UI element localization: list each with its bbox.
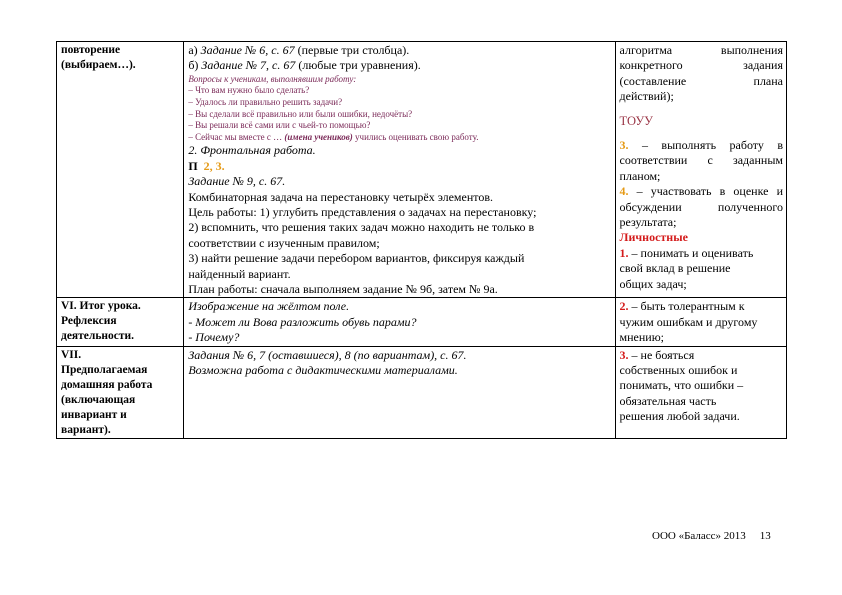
uud-line: (составление плана xyxy=(619,73,783,88)
table-row xyxy=(57,346,787,438)
uud-cell xyxy=(615,42,786,298)
personal-heading: Личностные xyxy=(619,230,688,245)
uud-line: планом; xyxy=(619,168,661,183)
page-footer xyxy=(652,530,771,542)
uud-line: чужим ошибкам и другому xyxy=(619,314,758,329)
uud-line: обсуждении полученного xyxy=(619,199,783,214)
stage-cell xyxy=(57,42,184,298)
table-row xyxy=(57,298,787,346)
uud-line: алгоритма выполнения xyxy=(619,43,783,57)
goal-line: 2) вспомнить, что решения таких задач можно находить не только в xyxy=(188,220,535,235)
table-row xyxy=(57,42,787,298)
stage-line: VII. xyxy=(61,348,82,361)
stage-cell xyxy=(57,346,184,438)
question-item: – Удалось ли правильно решить задачи? xyxy=(188,97,343,107)
stage-line: VI. Итог урока. xyxy=(61,300,141,313)
content-line: Изображение на жёлтом поле. xyxy=(188,299,350,314)
page-number: 13 xyxy=(759,530,771,542)
uud-cell xyxy=(615,298,786,346)
stage-cell xyxy=(57,298,184,346)
task-a: а) Задание № 6, с. 67 (первые три столбца). xyxy=(188,43,410,57)
question-item: – Вы сделали всё правильно или были ошибки, недочёты? xyxy=(188,108,413,119)
stage-line: (включающая xyxy=(61,393,136,406)
task-b: б) Задание № 7, с. 67 (любые три уравнения). xyxy=(188,58,421,73)
uud-line: свой вклад в решение xyxy=(619,261,731,276)
uud-line: решения любой задачи. xyxy=(619,409,740,424)
frontal-work-heading: 2. Фронтальная работа. xyxy=(188,143,316,158)
content-cell xyxy=(184,346,615,438)
uud-item-3: 3. – не бояться xyxy=(619,347,695,362)
plan-text: План работы: сначала выполняем задание № 9б, затем № 9а. xyxy=(188,282,498,297)
stage-line: деятельности. xyxy=(61,330,135,343)
goal-line: найденный вариант. xyxy=(188,266,291,281)
content-line: - Почему? xyxy=(188,330,240,345)
goal-line: Цель работы: 1) углубить представления о задачах на перестановку; xyxy=(188,205,537,219)
stage-line: вариант). xyxy=(61,423,111,436)
stage-line: повторение xyxy=(61,44,121,56)
combinatorial-text: Комбинаторная задача на перестановку четырёх элементов. xyxy=(188,189,494,204)
uud-item-2: 2. – быть толерантным к xyxy=(619,299,745,314)
questions-title: Вопросы к ученикам, выполнявшим работу: xyxy=(188,73,357,84)
uud-line: соответствии с заданным xyxy=(619,153,783,168)
stage-line: (выбираем…). xyxy=(61,59,136,71)
content-cell xyxy=(184,42,615,298)
question-item: – Сейчас мы вместе с … (имена учеников) учились оценивать свою работу. xyxy=(188,131,479,142)
uud-line: понимать, что ошибки – xyxy=(619,378,744,393)
content-line: Задания № 6, 7 (оставшиеся), 8 (по вариантам), с. 67. xyxy=(188,347,467,362)
uud-item-4: 4. – участвовать в оценке и xyxy=(619,184,783,199)
stage-line: домашняя работа xyxy=(61,378,153,391)
stage-line: Предполагаемая xyxy=(61,363,148,376)
content-line: Возможна работа с дидактическими материалами. xyxy=(188,363,458,378)
touu-heading: ТОУУ xyxy=(619,113,654,128)
uud-item-3: 3. – выполнять работу в xyxy=(619,138,783,153)
question-item: – Что вам нужно было сделать? xyxy=(188,85,310,96)
goal-line: соответствии с изученным правилом; xyxy=(188,235,380,250)
uud-line: собственных ошибок и xyxy=(619,363,738,378)
stage-line: Рефлексия xyxy=(61,315,117,328)
uud-cell xyxy=(615,346,786,438)
task-9: Задание № 9, с. 67. xyxy=(188,174,286,189)
uud-line: мнению; xyxy=(619,330,665,345)
uud-line: конкретного задания xyxy=(619,58,783,73)
uud-line: обязательная часть xyxy=(619,393,717,408)
content-line: - Может ли Вова разложить обувь парами? xyxy=(188,314,417,329)
uud-item-1: 1. – понимать и оценивать xyxy=(619,245,754,260)
uud-line: результата; xyxy=(619,215,677,230)
uud-line: общих задач; xyxy=(619,276,687,291)
uud-line: действий); xyxy=(619,89,674,104)
lesson-table xyxy=(56,41,787,439)
content-cell xyxy=(184,298,615,346)
p-label: П 2, 3. xyxy=(188,158,225,173)
publisher-text: ООО «Баласс» 2013 xyxy=(652,530,746,542)
goal-line: 3) найти решение задачи перебором вариантов, фиксируя каждый xyxy=(188,251,525,266)
stage-line: инвариант и xyxy=(61,408,127,421)
question-item: – Вы решали всё сами или с чьей-то помощью? xyxy=(188,120,371,131)
